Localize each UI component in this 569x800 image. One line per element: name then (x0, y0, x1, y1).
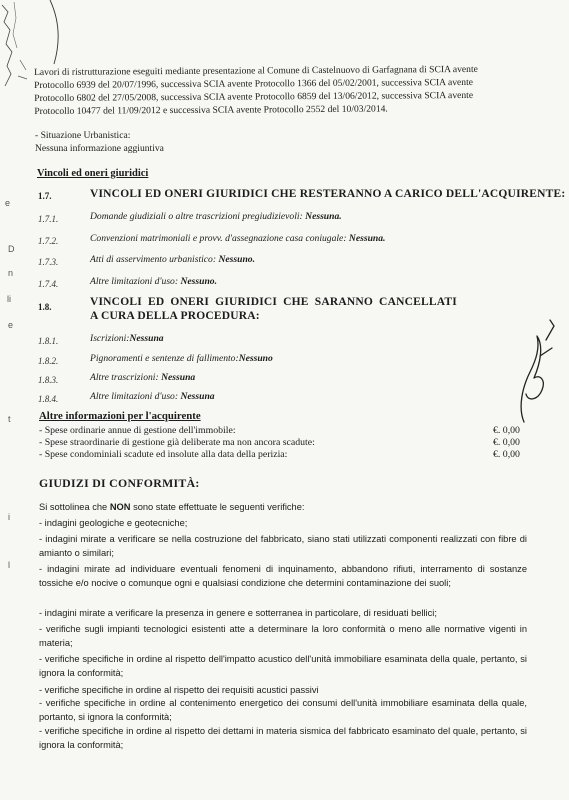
intro-line: Protocollo 10477 del 11/09/2012 e successiva SCIA avente Protocollo 2552 del 10/03/2014. (34, 103, 388, 117)
margin-mark: i (8, 512, 10, 522)
margin-mark: e (5, 198, 11, 208)
spese-label: - Spese ordinarie annue di gestione dell'immobile: (39, 425, 236, 436)
verifica-item: - verifiche specifiche in ordine al rispetto dei dettami in materia sismica del fabbricato esaminato del quale, pertanto, si ignora la conformità; (39, 726, 527, 750)
spese-label: - Spese condominiali scadute ed insolute alla data della perizia: (39, 449, 288, 460)
intro-paragraph (34, 63, 478, 118)
item-text: Altre limitazioni d'uso: Nessuno. (90, 276, 217, 287)
altre-informazioni-heading: Altre informazioni per l'acquirente (39, 410, 201, 422)
margin-mark: l (8, 560, 10, 570)
item-text: Domande giudiziali o altre trascrizioni pregiudizievoli: Nessuna. (90, 211, 342, 222)
spese-label: - Spese straordinarie di gestione già deliberate ma non ancora scadute: (39, 437, 315, 448)
handwritten-signature (510, 318, 560, 428)
giudizi-intro: Si sottolinea che NON sono state effettuate le seguenti verifiche: (39, 502, 305, 512)
spese-value: €. 0,00 (493, 437, 520, 448)
item-number: 1.8.4. (38, 394, 59, 404)
margin-mark: li (7, 294, 11, 304)
item-number: 1.7.2. (38, 236, 59, 246)
section-18-title-line1: VINCOLI ED ONERI GIURIDICI CHE SARANNO CANCELLATI (90, 296, 457, 308)
scan-curve-artifact (30, 0, 70, 70)
margin-mark: t (8, 414, 11, 424)
verifica-item: - verifiche specifiche in ordine al rispetto dei requisiti acustici passivi (39, 685, 319, 695)
item-text: Altre limitazioni d'uso: Nessuna (90, 391, 215, 402)
urbanistica-label: - Situazione Urbanistica: (35, 130, 131, 141)
intro-line: Lavori di ristrutturazione eseguiti mediante presentazione al Comune di Castelnuovo di Garfagnana di SCIA avente (34, 63, 478, 78)
verifica-item: - indagini geologiche e geotecniche; (39, 518, 188, 528)
spese-value: €. 0,00 (493, 449, 520, 460)
item-number: 1.8.2. (38, 356, 59, 366)
item-text: Pignoramenti e sentenze di fallimento:Nessuno (90, 353, 273, 364)
item-number: 1.7.3. (38, 257, 59, 267)
item-text: Convenzioni matrimoniali e provv. d'assegnazione casa coniugale: Nessuna. (90, 233, 386, 244)
giudizi-heading: GIUDIZI DI CONFORMITÀ: (39, 476, 200, 490)
urbanistica-block (35, 130, 164, 155)
item-number: 1.8.3. (38, 375, 59, 385)
verifica-item: - indagini mirate a verificare la presenza in genere e sotterranea in particolare, di residuati bellici; (39, 608, 437, 618)
spese-value: €. 0,00 (493, 425, 520, 436)
item-text: Iscrizioni:Nessuna (90, 333, 164, 344)
section-17-title: VINCOLI ED ONERI GIURIDICI CHE RESTERANNO A CARICO DELL'ACQUIRENTE: (90, 188, 566, 200)
verifica-item: - verifiche specifiche in ordine al rispetto dell'impatto acustico dell'unità immobiliare esaminata della quale, pertanto, si ignora la conformità; (39, 654, 527, 678)
item-text: Altre trascrizioni: Nessuna (90, 372, 196, 383)
urbanistica-value: Nessuna informazione aggiuntiva (35, 142, 164, 154)
intro-line: Protocollo 6802 del 27/05/2008, successiva SCIA avente Protocollo 6859 del 13/06/2012, successiva SCIA avente (34, 89, 474, 104)
verifica-item: - verifiche sugli impianti tecnologici esistenti atte a determinare la loro conformità o meno alle normative vigenti in materia; (39, 624, 527, 648)
margin-mark: D (8, 244, 15, 254)
item-number: 1.7.1. (38, 214, 59, 224)
section-18-number: 1.8. (38, 302, 52, 312)
verifica-item: - verifiche specifiche in ordine al contenimento energetico dei consumi dell'unità immobiliare esaminata della quale, portanto, si ignora la conformità; (39, 698, 527, 722)
section-17-number: 1.7. (38, 191, 52, 201)
item-number: 1.7.4. (38, 279, 59, 289)
verifica-item: - indagini mirate ad individuare eventuali fenomeni di inquinamento, abbandono rifiuti, interramento di sostanze tossiche e/o nocive o comunque ogni e qualsiasi condizione che determini contaminazione dei suoli; (39, 564, 527, 588)
item-number: 1.8.1. (38, 336, 59, 346)
verifica-item: - indagini mirate a verificare se nella costruzione del fabbricato, siano stati utilizzati componenti realizzati con fibre di amianto o similari; (39, 534, 527, 558)
scan-edge-artifact (0, 0, 30, 100)
item-text: Atti di asservimento urbanistico: Nessuno. (90, 254, 255, 265)
section-18-title-line2: A CURA DELLA PROCEDURA: (90, 310, 260, 322)
intro-line: Protocollo 6939 del 20/07/1996, successiva SCIA avente Protocollo 1366 del 05/02/2001, successiva SCIA avente (34, 76, 474, 91)
margin-mark: n (8, 268, 14, 278)
vincoli-heading: Vincoli ed oneri giuridici (37, 168, 149, 179)
margin-mark: e (8, 320, 14, 330)
